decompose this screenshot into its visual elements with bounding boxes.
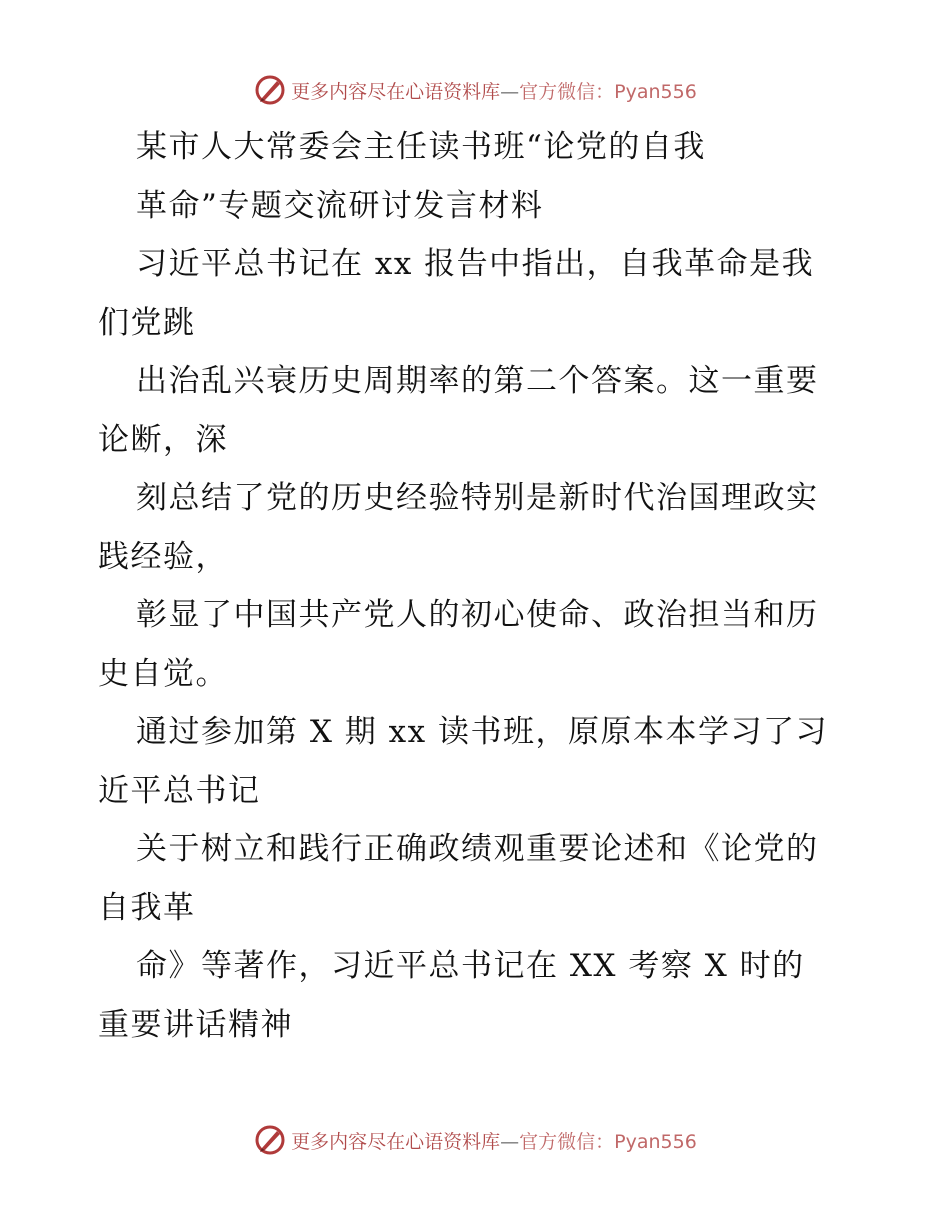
text-line: 刻总结了党的历史经验特别是新时代治国理政实 xyxy=(136,480,819,516)
footer-watermark xyxy=(0,1120,950,1160)
text-line: 命》等著作，习近平总书记在 XX 考察 X 时的 xyxy=(136,948,805,984)
text-line: 自我革 xyxy=(98,889,196,926)
text-line: 论断，深 xyxy=(98,421,228,458)
text-line: 彰显了中国共产党人的初心使命、政治担当和历 xyxy=(136,597,819,633)
pen-logo-icon xyxy=(253,1123,287,1157)
watermark-text: 更多内容尽在心语资料库—官方微信：Pyan556 xyxy=(291,1130,697,1153)
text-line: 某市人大常委会主任读书班“论党的自我 xyxy=(136,129,706,165)
text-line: 们党跳 xyxy=(98,304,196,341)
header-watermark xyxy=(0,70,950,110)
text-line: 重要讲话精神 xyxy=(98,1006,293,1043)
text-line: 通过参加第 X 期 xx 读书班，原原本本学习了习 xyxy=(136,714,828,750)
text-line: 践经验， xyxy=(98,538,228,575)
text-line: 近平总书记 xyxy=(98,772,261,809)
pen-logo-icon xyxy=(253,73,287,107)
text-line: 出治乱兴衰历史周期率的第二个答案。这一重要 xyxy=(136,363,819,399)
watermark-text: 更多内容尽在心语资料库—官方微信：Pyan556 xyxy=(291,80,697,103)
document-body xyxy=(98,118,858,1054)
text-line: 关于树立和践行正确政绩观重要论述和《论党的 xyxy=(136,831,819,867)
text-line: 革命”专题交流研讨发言材料 xyxy=(136,187,544,224)
text-line: 史自觉。 xyxy=(98,655,228,692)
text-line: 习近平总书记在 xx 报告中指出，自我革命是我 xyxy=(136,246,815,282)
